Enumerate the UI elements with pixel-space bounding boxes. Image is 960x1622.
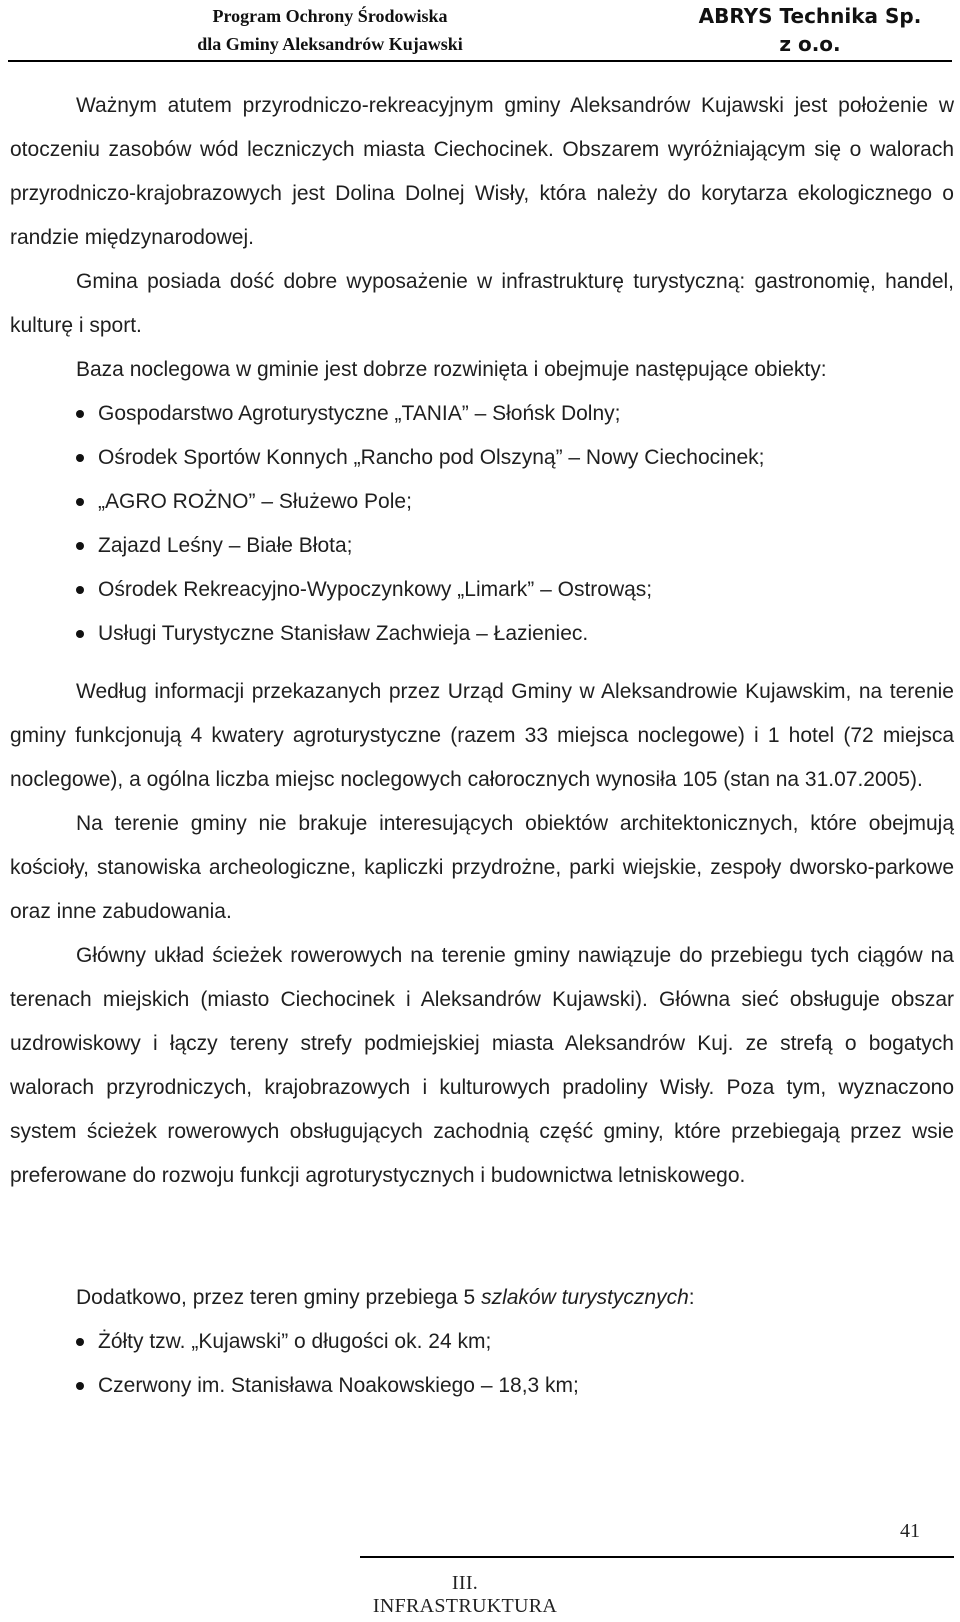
paragraph-lodging-intro: Baza noclegowa w gminie jest dobrze rozwinięta i obejmuje następujące obiekty: [76, 358, 827, 381]
header-left-line2: dla Gminy Aleksandrów Kujawski [197, 34, 463, 54]
trails-intro-text: Dodatkowo, przez teren gminy przebiega 5 [76, 1286, 482, 1309]
paragraph-attractions: Ważnym atutem przyrodniczo-rekreacyjnym gminy Aleksandrów Kujawski jest położenie w otoczeniu zasobów wód leczniczych miasta Ciechocinek. Obszarem wyróżniającym się o walorach przyrodniczo-krajobrazowych jest Dolina Dolnej Wisły, która należy do korytarza ekologicznego o randzie międzynarodowej. [10, 94, 954, 249]
list-item: Ośrodek Sportów Konnych „Rancho pod Olszyną” – Nowy Ciechocinek; [10, 436, 954, 480]
header-program-title [150, 2, 510, 58]
paragraph-trails-intro [10, 1276, 954, 1320]
spacer [10, 1198, 954, 1276]
header-right-line2: z o.o. [779, 32, 841, 56]
header-company [660, 2, 960, 58]
page-header [0, 0, 960, 60]
list-item: Ośrodek Rekreacyjno-Wypoczynkowy „Limark” – Ostrowąs; [10, 568, 954, 612]
header-right-line1: ABRYS Technika Sp. [698, 4, 922, 28]
header-left-line1: Program Ochrony Środowiska [212, 6, 448, 26]
spacer [10, 656, 954, 670]
list-item: Usługi Turystyczne Stanisław Zachwieja – Łazieniec. [10, 612, 954, 656]
page-number: 41 [900, 1520, 920, 1542]
list-item: Żółty tzw. „Kujawski” o długości ok. 24 km; [10, 1320, 954, 1364]
list-item: Czerwony im. Stanisława Noakowskiego – 18,3 km; [10, 1364, 954, 1408]
footer-section-title: III. INFRASTRUKTURA [372, 1572, 558, 1617]
document-body [10, 84, 954, 1408]
header-rule [8, 60, 952, 62]
trails-intro-emphasis: szlaków turystycznych [481, 1286, 689, 1309]
paragraph-bike-paths: Główny układ ścieżek rowerowych na terenie gminy nawiązuje do przebiegu tych ciągów na terenach miejskich (miasto Ciechocinek i Aleksandrów Kujawski). Główna sieć obsługuje obszar uzdrowiskowy i łączy tereny strefy podmiejskiej miasta Aleksandrów Kuj. ze strefą o bogatych walorach przyrodniczych, krajobrazowych i kulturowych pradoliny Wisły. Poza tym, wyznaczono system ścieżek rowerowych obsługujących zachodnią część gminy, które przebiegają przez wsie preferowane do rozwoju funkcji agroturystycznych i budownictwa letniskowego. [10, 944, 954, 1187]
list-item: Zajazd Leśny – Białe Błota; [10, 524, 954, 568]
list-item: „AGRO ROŻNO” – Służewo Pole; [10, 480, 954, 524]
lodging-list [10, 392, 954, 656]
list-item: Gospodarstwo Agroturystyczne „TANIA” – Słońsk Dolny; [10, 392, 954, 436]
paragraph-infrastructure: Gmina posiada dość dobre wyposażenie w infrastrukturę turystyczną: gastronomię, handel, kulturę i sport. [10, 270, 954, 337]
trails-intro-colon: : [688, 1286, 695, 1309]
trails-list [10, 1320, 954, 1408]
paragraph-architecture: Na terenie gminy nie brakuje interesujących obiektów architektonicznych, które obejmują kościoły, stanowiska archeologiczne, kapliczki przydrożne, parki wiejskie, zespoły dworsko-parkowe oraz inne zabudowania. [10, 812, 954, 923]
paragraph-accommodation-stats: Według informacji przekazanych przez Urząd Gminy w Aleksandrowie Kujawskim, na terenie gminy funkcjonują 4 kwatery agroturystyczne (razem 33 miejsca noclegowe) i 1 hotel (72 miejsca noclegowe), a ogólna liczba miejsc noclegowych całorocznych wynosiła 105 (stan na 31.07.2005). [10, 680, 954, 791]
footer-rule [360, 1556, 954, 1558]
